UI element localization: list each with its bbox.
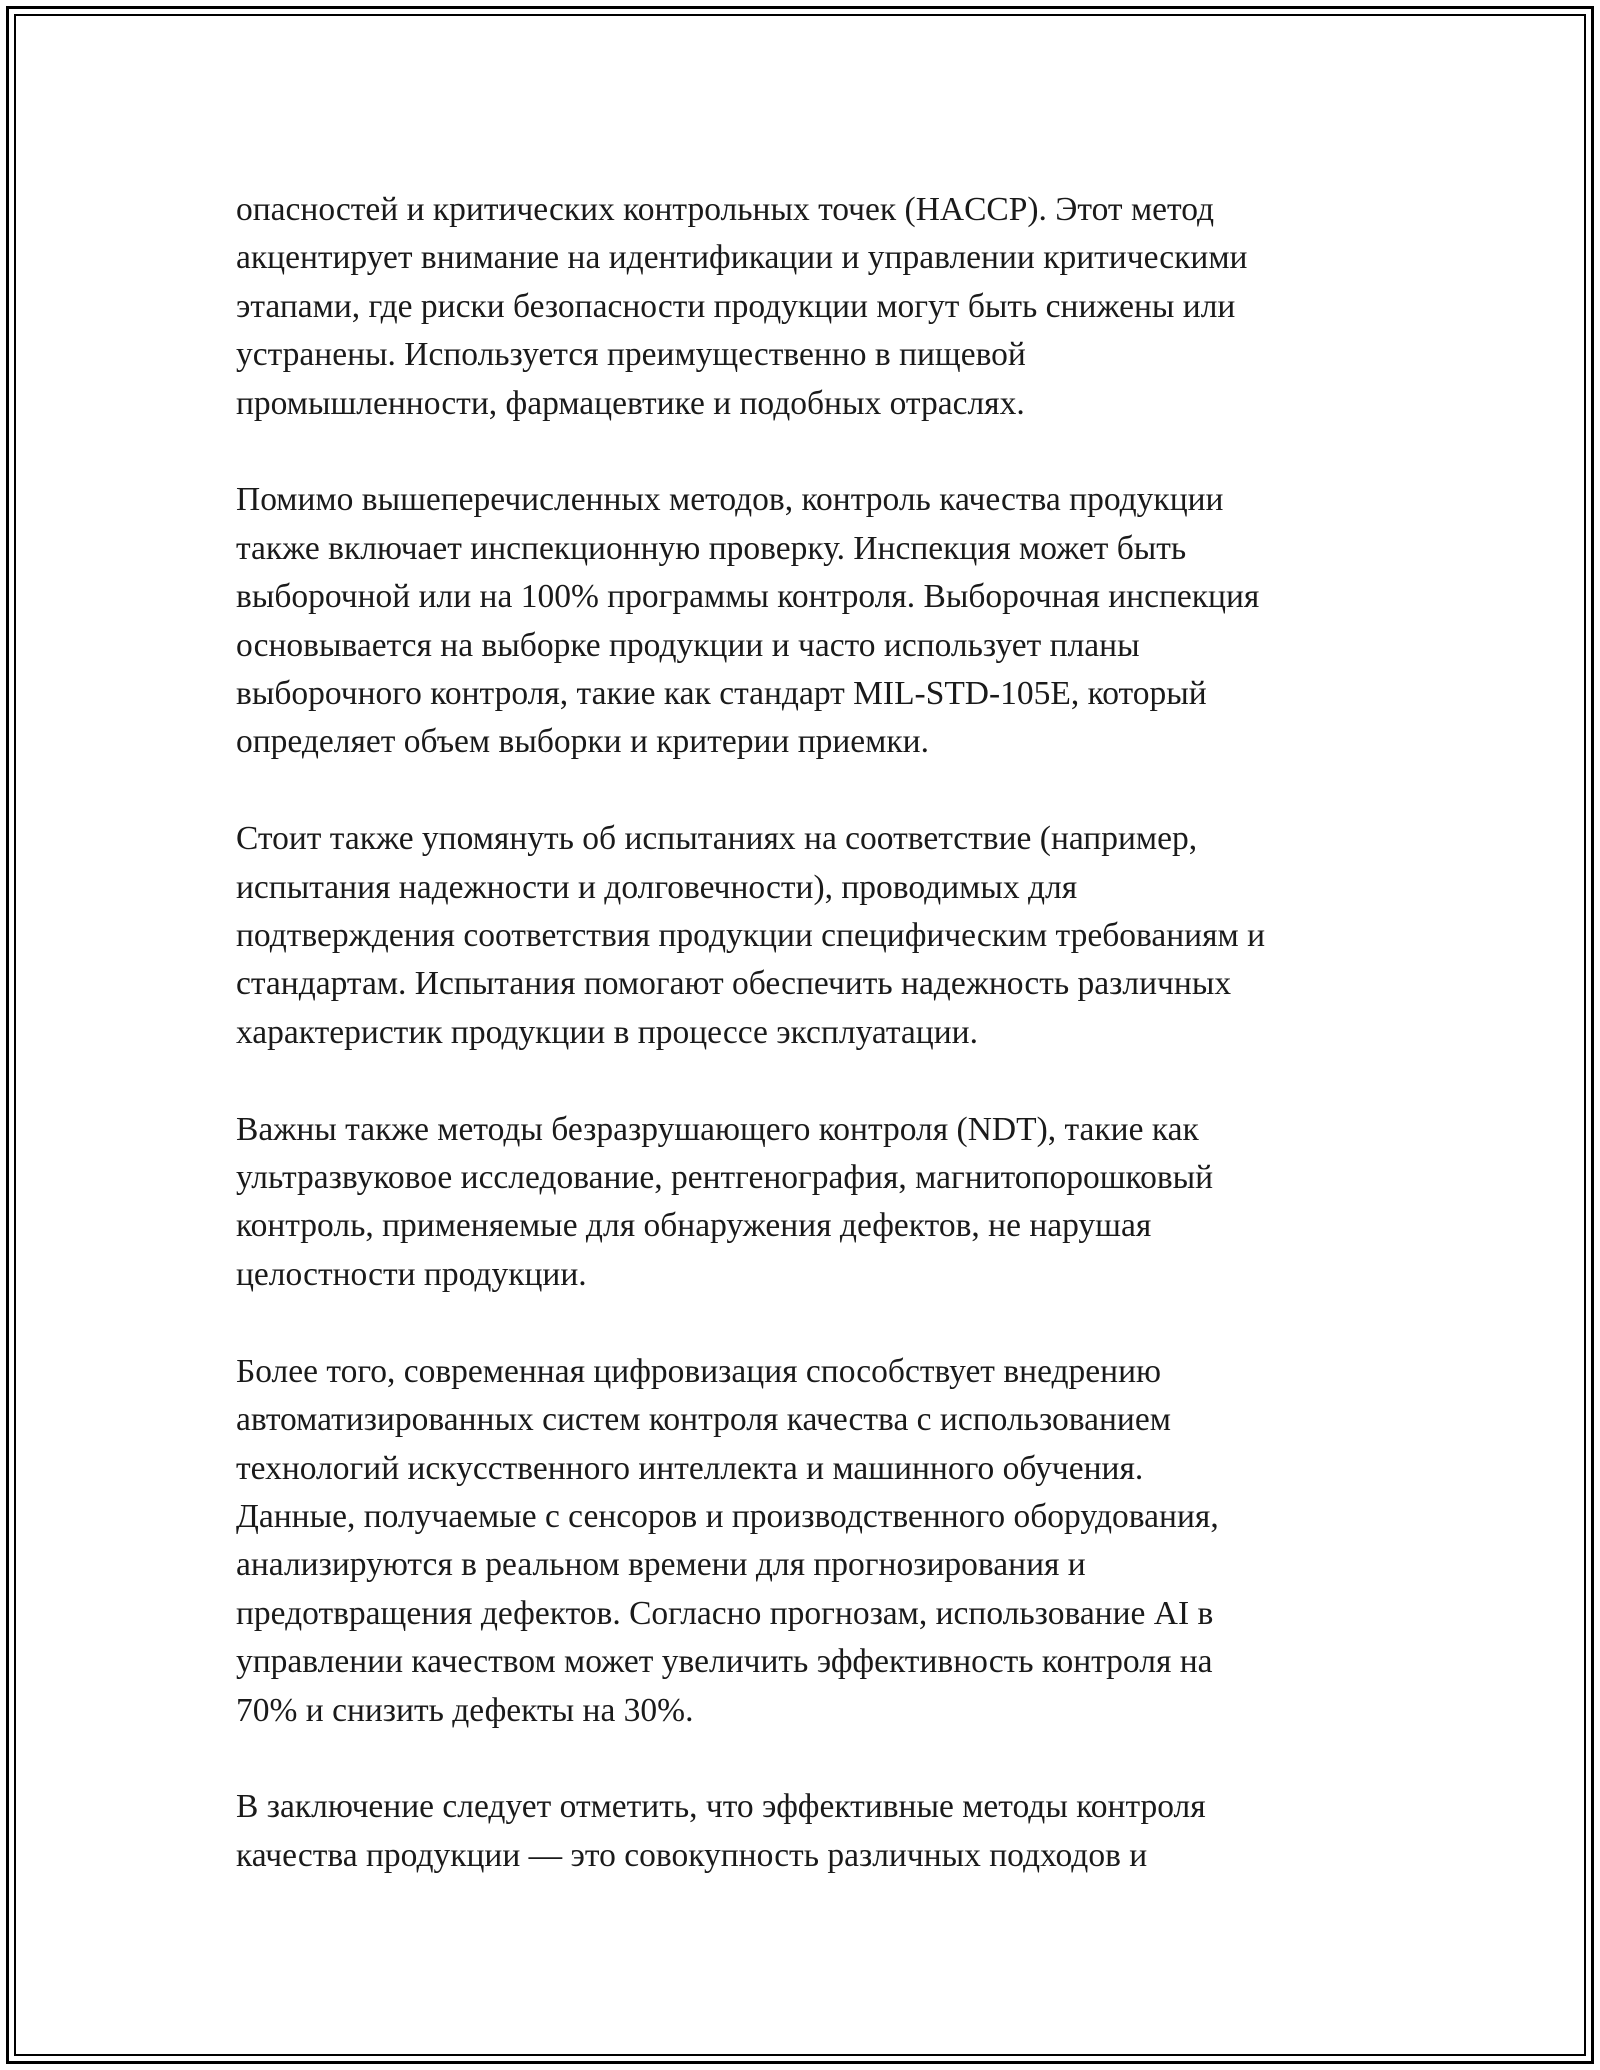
text-line: предотвращения дефектов. Согласно прогнозам, использование AI в bbox=[236, 1594, 1214, 1632]
text-line: определяет объем выборки и критерии приемки. bbox=[236, 723, 929, 761]
text-line: выборочного контроля, такие как стандарт MIL-STD-105E, который bbox=[236, 675, 1207, 713]
text-line: технологий искусственного интеллекта и машинного обучения. bbox=[236, 1449, 1144, 1487]
document-body bbox=[236, 186, 1376, 1880]
text-line: промышленности, фармацевтике и подобных отраслях. bbox=[236, 384, 1025, 422]
text-line: подтверждения соответствия продукции специфическим требованиям и bbox=[236, 917, 1265, 955]
text-line: акцентирует внимание на идентификации и управлении критическими bbox=[236, 239, 1248, 277]
text-line: целостности продукции. bbox=[236, 1255, 587, 1293]
paragraph-haccp bbox=[236, 186, 1376, 428]
text-line: ультразвуковое исследование, рентгенография, магнитопорошковый bbox=[236, 1159, 1214, 1197]
text-line: Данные, получаемые с сенсоров и производственного оборудования, bbox=[236, 1497, 1219, 1535]
text-line: устранены. Используется преимущественно в пищевой bbox=[236, 336, 1026, 374]
text-line: автоматизированных систем контроля качества с использованием bbox=[236, 1401, 1171, 1439]
text-line: опасностей и критических контрольных точек (HACCP). Этот метод bbox=[236, 191, 1215, 228]
text-line: Стоит также упомянуть об испытаниях на соответствие (например, bbox=[236, 820, 1198, 858]
text-line: основывается на выборке продукции и часто использует планы bbox=[236, 626, 1140, 664]
text-line: Важны также методы безразрушающего контроля (NDT), такие как bbox=[236, 1110, 1199, 1148]
text-line: 70% и снизить дефекты на 30%. bbox=[236, 1691, 694, 1729]
paragraph-inspection bbox=[236, 476, 1376, 766]
text-line: Более того, современная цифровизация способствует внедрению bbox=[236, 1352, 1162, 1390]
text-line: управлении качеством может увеличить эффективность контроля на bbox=[236, 1643, 1213, 1681]
text-line: В заключение следует отметить, что эффективные методы контроля bbox=[236, 1788, 1206, 1826]
text-line: также включает инспекционную проверку. Инспекция может быть bbox=[236, 529, 1187, 567]
text-line: качества продукции — это совокупность различных подходов и bbox=[236, 1836, 1148, 1874]
paragraph-conclusion bbox=[236, 1783, 1376, 1880]
text-line: этапами, где риски безопасности продукции могут быть снижены или bbox=[236, 287, 1236, 325]
text-line: Помимо вышеперечисленных методов, контроль качества продукции bbox=[236, 481, 1224, 519]
text-line: характеристик продукции в процессе эксплуатации. bbox=[236, 1013, 978, 1051]
paragraph-compliance-testing bbox=[236, 815, 1376, 1057]
paragraph-digitalization bbox=[236, 1348, 1376, 1735]
paragraph-ndt bbox=[236, 1106, 1376, 1300]
text-line: испытания надежности и долговечности), проводимых для bbox=[236, 868, 1078, 906]
text-line: контроль, применяемые для обнаружения дефектов, не нарушая bbox=[236, 1207, 1152, 1245]
text-line: анализируются в реальном времени для прогнозирования и bbox=[236, 1546, 1086, 1584]
text-line: стандартам. Испытания помогают обеспечить надежность различных bbox=[236, 965, 1232, 1003]
text-line: выборочной или на 100% программы контроля. Выборочная инспекция bbox=[236, 578, 1260, 616]
